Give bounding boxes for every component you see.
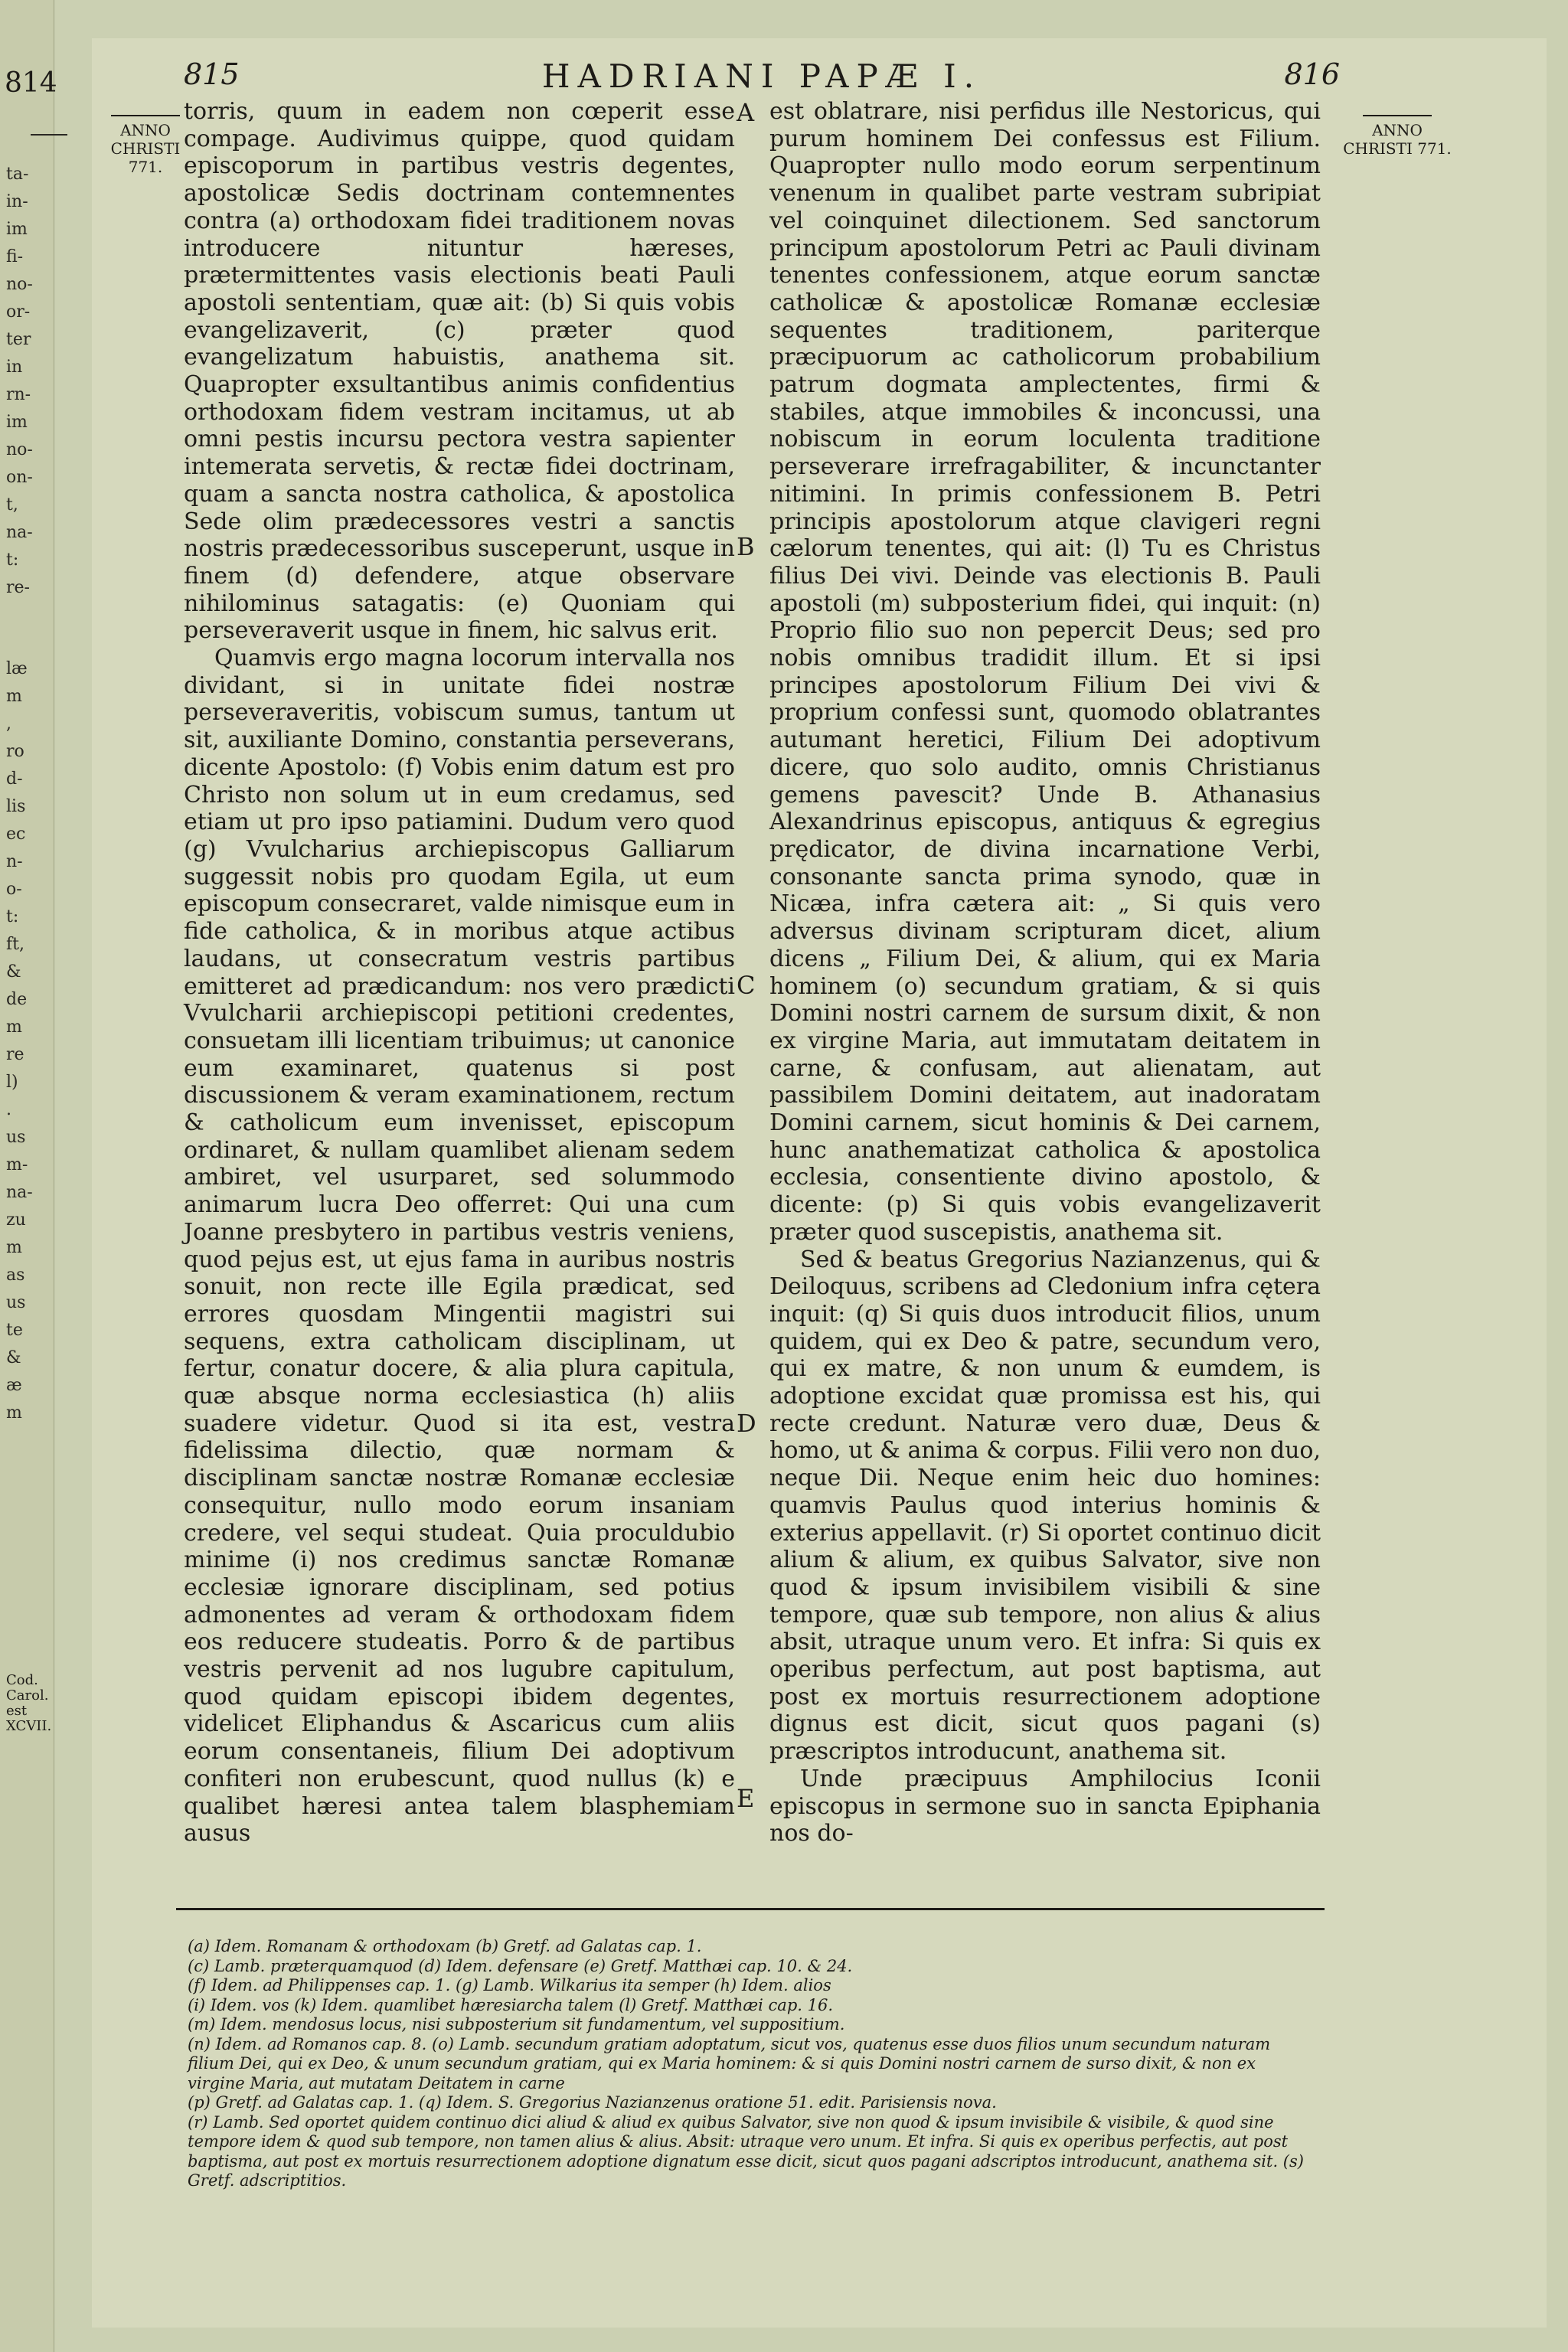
strip-fragment: ft, — [6, 935, 24, 954]
strip-fragment: m — [6, 687, 22, 706]
strip-fragment: on- — [6, 468, 33, 487]
strip-fragment: m- — [6, 1155, 28, 1174]
footnote: (c) Lamb. præterquamquod (d) Idem. defensare (e) Gretf. Matthæi cap. 10. & 24. — [188, 1956, 853, 1975]
strip-fragment: lis — [6, 797, 26, 816]
strip-fragment: & — [6, 962, 21, 982]
strip-fragment: t, — [6, 495, 18, 514]
cod-reference: Cod. Carol. est XCVII. — [6, 1672, 52, 1734]
paragraph: est oblatrare, nisi perfidus ille Nestoricus, qui purum hominem Dei confessus est Filium. Quapropter nullo modo eorum serpentinum venenum in qualibet parte vestram subripiat vel coinquinet dilectionem. Sed sanctorum principum apostolorum Petri ac Pauli divinam tenentes confessionem, atque eorum sanctæ catholicæ & apostolicæ Romanæ ecclesiæ sequentes traditionem, pariterque præcipuorum ac catholicorum probabilium patrum dogmata amplectentes, firmi & stabiles, atque immobiles & inconcussi, una nobiscum in eorum loculenta traditione perseverare irrefragabiliter, & incunctanter nitimini. In primis confessionem B. Petri principis apostolorum atque clavigeri regni cælorum tenentes, qui ait: (l) Tu es Christus filius Dei vivi. Deinde vas electionis B. Pauli apostoli (m) subposterium fidei, qui inquit: (n) Proprio filio suo non pepercit Deus; sed pro nobis omnibus tradidit illum. Et si ipsi principes apostolorum Filium Dei vivi & proprium confessi sunt, quomodo oblatrantes autumant heretici, Filium Dei adoptivum dicere, quo solo audito, omnis Christianus gemens pavescit? Unde B. Athanasius Alexandrinus episcopus, antiquus & egregius prędicator, de divina incarnatione Verbi, consonante sancta prima synodo, quæ in Nicæa, infra cætera ait: „ Si quis vero adversus divinam scripturam dicet, alium dicens „ Filium Dei, & alium, qui ex Maria hominem (o) secundum gratiam, & si quis Domini nostri carnem de sursum dixit, & non ex virgine Maria, aut immutatam deitatem in carne, & confusam, aut alienatam, aut passibilem Domini deitatem, aut inadoratam Domini carnem, sicut hominis & Dei carnem, hunc anathematizat catholica & apostolica ecclesia, consentiente divino apostolo, & dicente: (p) Si quis vobis evangelizaverit præter quod suscepistis, anathema sit. — [769, 98, 1321, 1246]
paragraph: Sed & beatus Gregorius Nazianzenus, qui & Deiloquus, scribens ad Cledonium infra cętera inquit: (q) Si quis duos introducit filios, unum quidem, qui ex Deo & patre, secundum vero, qui ex matre, & non unum & eumdem, is adoptione excidat quæ promissa est his, qui recte credunt. Naturæ vero duæ, Deus & homo, ut & anima & corpus. Filii vero non duo, neque Dii. Neque enim heic duo homines: quamvis Paulus quod interius hominis & exterius appellavit. (r) Si oportet continuo dicit alium & alium, ex quibus Salvator, sive non quod & ipsum invisibilem visibili & sine tempore, quæ sub tempore, non alius & alius absit, utraque unum vero. Et infra: Si quis ex operibus perfectum, aut post baptisma, aut post ex mortuis resurrectionem adoptione dignus est dicit, sicut quos pagani (s) præscriptos introducunt, anathema sit. — [769, 1246, 1321, 1766]
footnotes — [188, 1937, 1313, 2191]
adjacent-page-strip — [0, 0, 57, 2352]
footnote: (n) Idem. ad Romanos cap. 8. (o) Lamb. secundum gratiam adoptatum, sicut vos, quatenus esse duos filios unum secundum naturam filium Dei, qui ex Deo, & unum secundum gratiam, qui ex Maria hominem: & si quis Domini nostri carnem de surso dixit, & non ex virgine Maria, aut mutatam Deitatem in carne — [188, 2034, 1271, 2092]
section-letter-c: C — [737, 971, 756, 1000]
strip-fragment: fi- — [6, 247, 24, 266]
strip-fragment: ta- — [6, 165, 29, 184]
strip-rule — [31, 134, 67, 136]
strip-fragment: l) — [6, 1073, 18, 1092]
strip-fragment: us — [6, 1128, 26, 1147]
strip-fragment: rn- — [6, 385, 31, 404]
strip-fragment: re- — [6, 578, 30, 597]
strip-fragment: re — [6, 1045, 24, 1064]
section-letter-d: D — [737, 1409, 756, 1438]
strip-fragment: na- — [6, 523, 33, 542]
strip-fragment: te — [6, 1321, 23, 1340]
strip-fragment: ec — [6, 825, 26, 844]
strip-fragment: o- — [6, 880, 22, 899]
footnote: (a) Idem. Romanam & orthodoxam (b) Gretf. ad Galatas cap. 1. — [188, 1937, 702, 1955]
running-header — [176, 57, 1348, 103]
strip-fragment: us — [6, 1293, 26, 1312]
strip-fragment: d- — [6, 769, 23, 789]
paragraph: Quamvis ergo magna locorum intervalla nos dividant, si in unitate fidei nostræ perseveraveritis, vobiscum sumus, tantum ut sit, auxiliante Domino, constantia perseverans, dicente Apostolo: (f) Vobis enim datum est pro Christo non solum ut in eum credamus, sed etiam ut pro ipso patiamini. Dudum vero quod (g) Vvulcharius archiepiscopus Galliarum suggessit nobis pro quodam Egila, ut eum episcopum consecraret, valde nimisque eum in fide catholica, & in moribus atque actibus laudans, ut consecratum vestris partibus emitteret ad prædicandum: nos vero prædicti Vvulcharii archiepiscopi petitioni credentes, consuetam illi licentiam tribuimus; ut canonice eum examinaret, quatenus si post discussionem & veram examinationem, rectum & catholicum eum invenisset, episcopum ordinaret, & nullam quamlibet alienam sedem ambiret, vel usurparet, sed solummodo animarum lucra Deo offerret: Qui una cum Joanne presbytero in partibus vestris veniens, quod pejus est, ut ejus fama in auribus nostris sonuit, non recte ille Egila prædicat, sed errores quosdam Mingentii magistri sui sequens, extra catholicam disciplinam, ut fertur, conatur docere, & alia plura capitula, quæ absque norma ecclesiastica (h) aliis suadere videtur. Quod si ita est, vestra fidelissima dilectio, quæ normam & disciplinam sanctæ nostræ Romanæ ecclesiæ consequitur, nullo modo eorum insaniam credere, vel sequi studeat. Quia proculdubio minime (i) nos credimus sanctæ Romanæ ecclesiæ ignorare disciplinam, sed potius admonentes ad veram & orthodoxam fidem eos reducere studeatis. Porro & de partibus vestris pervenit ad nos lugubre capitulum, quod quidam episcopi ibidem degentes, videlicet Eliphandus & Ascaricus cum aliis eorum consentaneis, filium Dei adoptivum confiteri non erubescunt, quod nullus (k) e qualibet hæresi antea talem blasphemiam ausus — [184, 645, 735, 1847]
running-title: HADRIANI PAPÆ I. — [541, 57, 982, 95]
footnote: (i) Idem. vos (k) Idem. quamlibet hæresiarcha talem (l) Gretf. Matthæi cap. 16. — [188, 1995, 834, 2014]
section-letter-a: A — [737, 98, 755, 127]
left-column — [184, 98, 735, 1847]
paragraph: torris, quum in eadem non cœperit esse compage. Audivimus quippe, quod quidam episcoporum in partibus vestris degentes, apostolicæ Sedis doctrinam contemnentes contra (a) orthodoxam fidei traditionem novas introducere nituntur hæreses, prætermittentes vasis electionis beati Pauli apostoli sententiam, quæ ait: (b) Si quis vobis evangelizaverit, (c) præter quod evangelizatum habuistis, anathema sit. Quapropter exsultantibus animis confidentius orthodoxam fidem vestram incitamus, ut ab omni pestis incursu pectora vestra sapienter intemerata servetis, & rectæ fidei doctrinam, quam a sancta nostra catholica, & apostolica Sede olim prædecessores vestri a sanctis nostris prædecessoribus susceperunt, usque in finem (d) defendere, atque observare nihilominus satagatis: (e) Quoniam qui perseveraverit usque in finem, hic salvus erit. — [184, 98, 735, 645]
strip-fragment: æ — [6, 1376, 22, 1395]
strip-fragment: ro — [6, 742, 24, 761]
strip-fragment: no- — [6, 275, 33, 294]
strip-fragment: zu — [6, 1210, 26, 1230]
page-number-left: 815 — [184, 57, 240, 91]
footnote: (m) Idem. mendosus locus, nisi subposterium sit fundamentum, vel suppositium. — [188, 2015, 845, 2034]
strip-fragment: de — [6, 990, 28, 1009]
strip-fragment: ter — [6, 330, 31, 349]
page-number-right: 816 — [1284, 57, 1340, 91]
strip-fragment: t: — [6, 907, 19, 926]
footnote: (p) Gretf. ad Galatas cap. 1. (q) Idem. S. Gregorius Nazianzenus oratione 51. edit. Parisiensis nova. — [188, 2093, 997, 2112]
margin-rule — [1363, 115, 1432, 116]
strip-fragment: . — [6, 1100, 11, 1119]
strip-fragment: & — [6, 1348, 21, 1367]
strip-fragment: , — [6, 714, 11, 733]
paragraph: Unde præcipuus Amphilocius Iconii episcopus in sermone suo in sancta Epiphania nos do- — [769, 1765, 1321, 1847]
footnote: (f) Idem. ad Philippenses cap. 1. (g) Lamb. Wilkarius ita semper (h) Idem. alios — [188, 1976, 831, 1994]
prev-page-number: 814 — [5, 67, 57, 99]
footnote-rule — [176, 1908, 1325, 1910]
strip-fragment: im — [6, 220, 28, 239]
right-column — [769, 98, 1321, 1847]
strip-fragment: in- — [6, 192, 28, 211]
margin-year-text: ANNO CHRISTI 771. — [110, 121, 181, 176]
footnote: (r) Lamb. Sed oportet quidem continuo dici aliud & aliud ex quibus Salvator, sive non quod & ipsum invisibile & visibile, & quod sine tempore idem & quod sub tempore, non tamen alius & alius. Absit: utraque vero unum. Et infra. Si quis ex operibus perfectis, aut post baptisma, aut post ex mortuis resurrectionem adoptione dignatum esse dicit, sicut quos pagani adscriptos introducunt, anathema sit. (s) Gretf. adscriptitios. — [188, 2112, 1304, 2190]
strip-fragment: t: — [6, 550, 19, 570]
margin-rule — [111, 115, 180, 116]
strip-fragment: as — [6, 1266, 25, 1285]
margin-year-text: ANNO CHRISTI 771. — [1343, 121, 1452, 158]
strip-fragment: m — [6, 1238, 22, 1257]
section-letter-e: E — [737, 1784, 755, 1813]
margin-year-right — [1340, 115, 1455, 158]
strip-fragment: læ — [6, 659, 28, 678]
margin-year-left — [107, 115, 184, 176]
section-letter-b: B — [737, 532, 755, 561]
strip-fragment: or- — [6, 302, 31, 322]
strip-fragment: im — [6, 413, 28, 432]
strip-fragment: no- — [6, 440, 33, 459]
strip-fragment: in — [6, 358, 23, 377]
strip-fragment: m — [6, 1403, 22, 1423]
strip-fragment: m — [6, 1018, 22, 1037]
strip-fragment: na- — [6, 1183, 33, 1202]
strip-fragment: n- — [6, 852, 23, 871]
